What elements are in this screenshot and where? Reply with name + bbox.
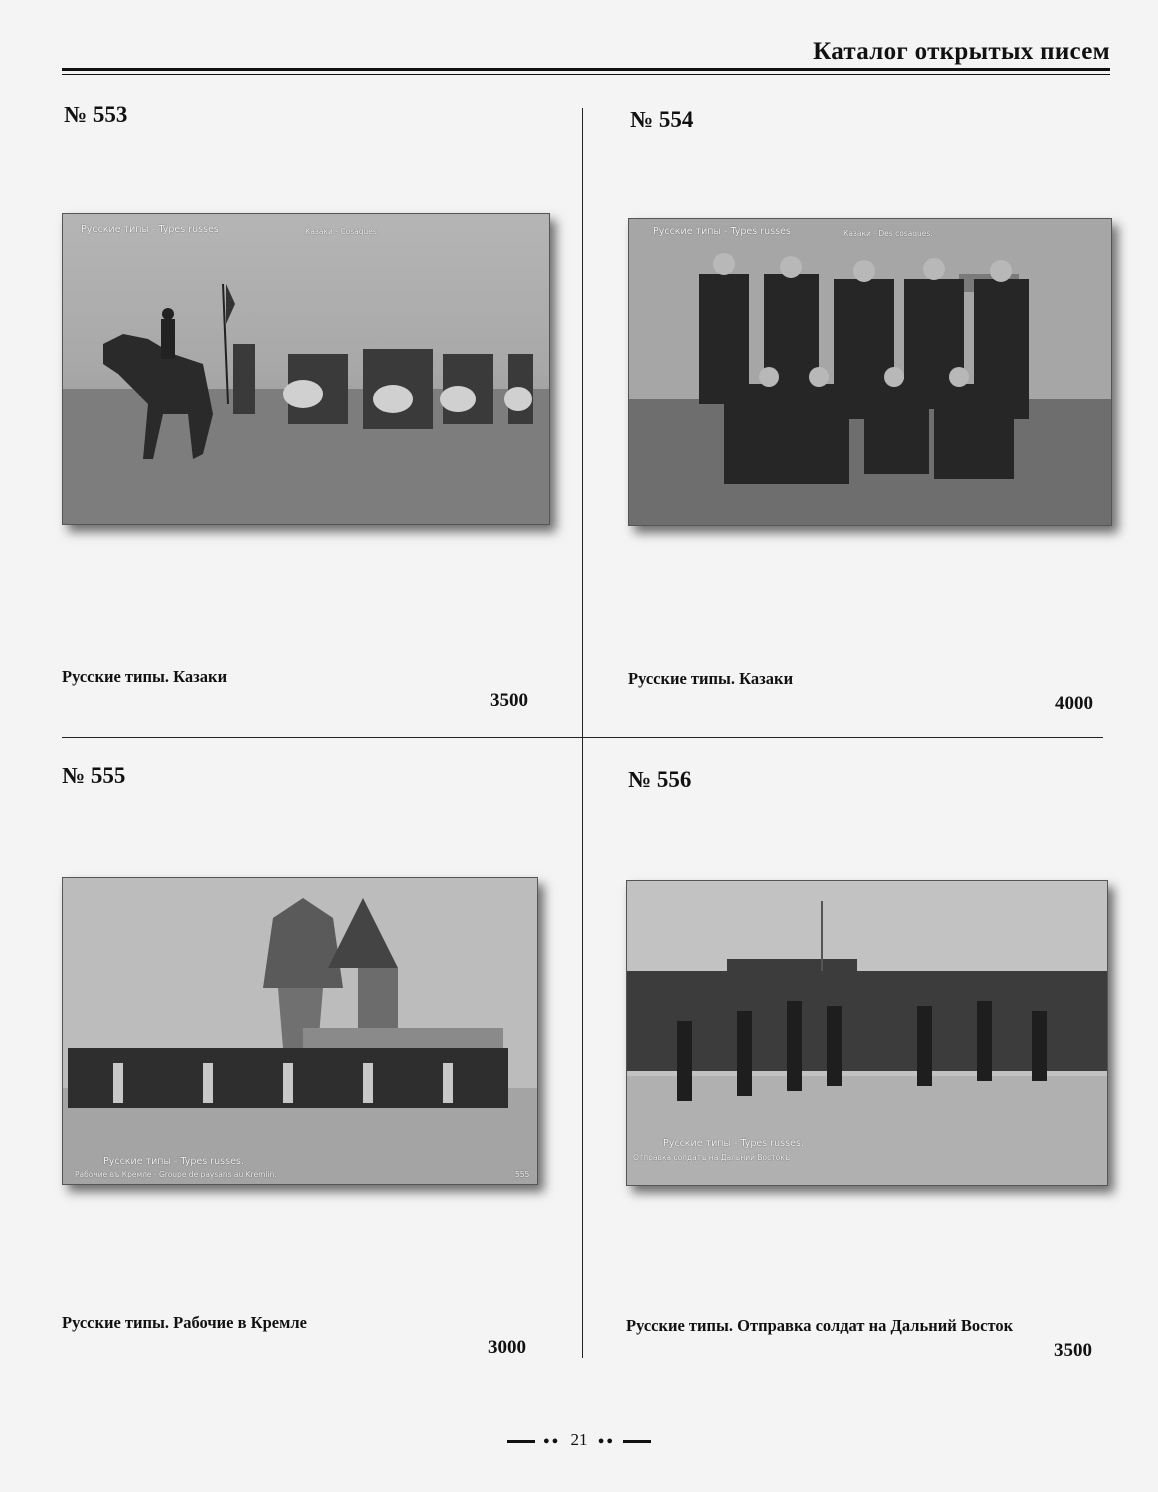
footer-ornament-left (507, 1440, 535, 1443)
item-number: № 554 (630, 107, 694, 132)
horizontal-divider (62, 737, 1103, 738)
postcard-title: Русские типы - Types russes (653, 226, 791, 237)
postcard-title: Русские типы - Types russes. (103, 1156, 244, 1167)
postcard-subtitle: Казаки - Cosaques. (305, 227, 380, 236)
item-caption: Русские типы. Отправка солдат на Дальний Восток (626, 1316, 1014, 1335)
cossacks-on-horses-photo (63, 214, 549, 524)
page-footer: ●● 21 ●● (0, 1430, 1158, 1450)
header-rule-thin (62, 74, 1110, 75)
item-caption: Русские типы. Казаки (628, 669, 794, 688)
header-rule-thick (62, 68, 1110, 71)
postcard-image (628, 218, 1112, 526)
page-number: 21 (570, 1430, 588, 1449)
postcard-image (626, 880, 1108, 1186)
item-price: 3000 (488, 1337, 526, 1358)
footer-ornament-right (623, 1440, 651, 1443)
item-number: № 553 (64, 102, 128, 127)
vertical-divider (582, 108, 583, 1358)
postcard-subtitle: Казаки - Des cosaques. (843, 229, 933, 238)
postcard-number: 555 (515, 1170, 530, 1179)
postcard-title: Русские типы - Types russes (81, 224, 219, 235)
item-caption: Русские типы. Рабочие в Кремле (62, 1313, 307, 1332)
item-caption: Русские типы. Казаки (62, 667, 228, 686)
item-number: № 556 (628, 767, 692, 792)
page-header-title: Каталог открытых писем (813, 38, 1110, 65)
workers-in-kremlin-photo (63, 878, 537, 1184)
postcard-title: Русские типы - Types russes. (663, 1138, 804, 1149)
cossacks-group-photo (629, 219, 1111, 525)
item-price: 3500 (490, 690, 528, 711)
postcard-image (62, 877, 538, 1185)
postcard-image (62, 213, 550, 525)
item-number: № 555 (62, 763, 126, 788)
postcard-subtitle: Рабочие въ Кремле - Groupe de paysans au Kremlin. (75, 1170, 277, 1179)
item-price: 4000 (1055, 693, 1093, 714)
item-price: 3500 (1054, 1340, 1092, 1361)
postcard-subtitle: Отправка солдатъ на Дальний Востокъ (633, 1153, 791, 1162)
